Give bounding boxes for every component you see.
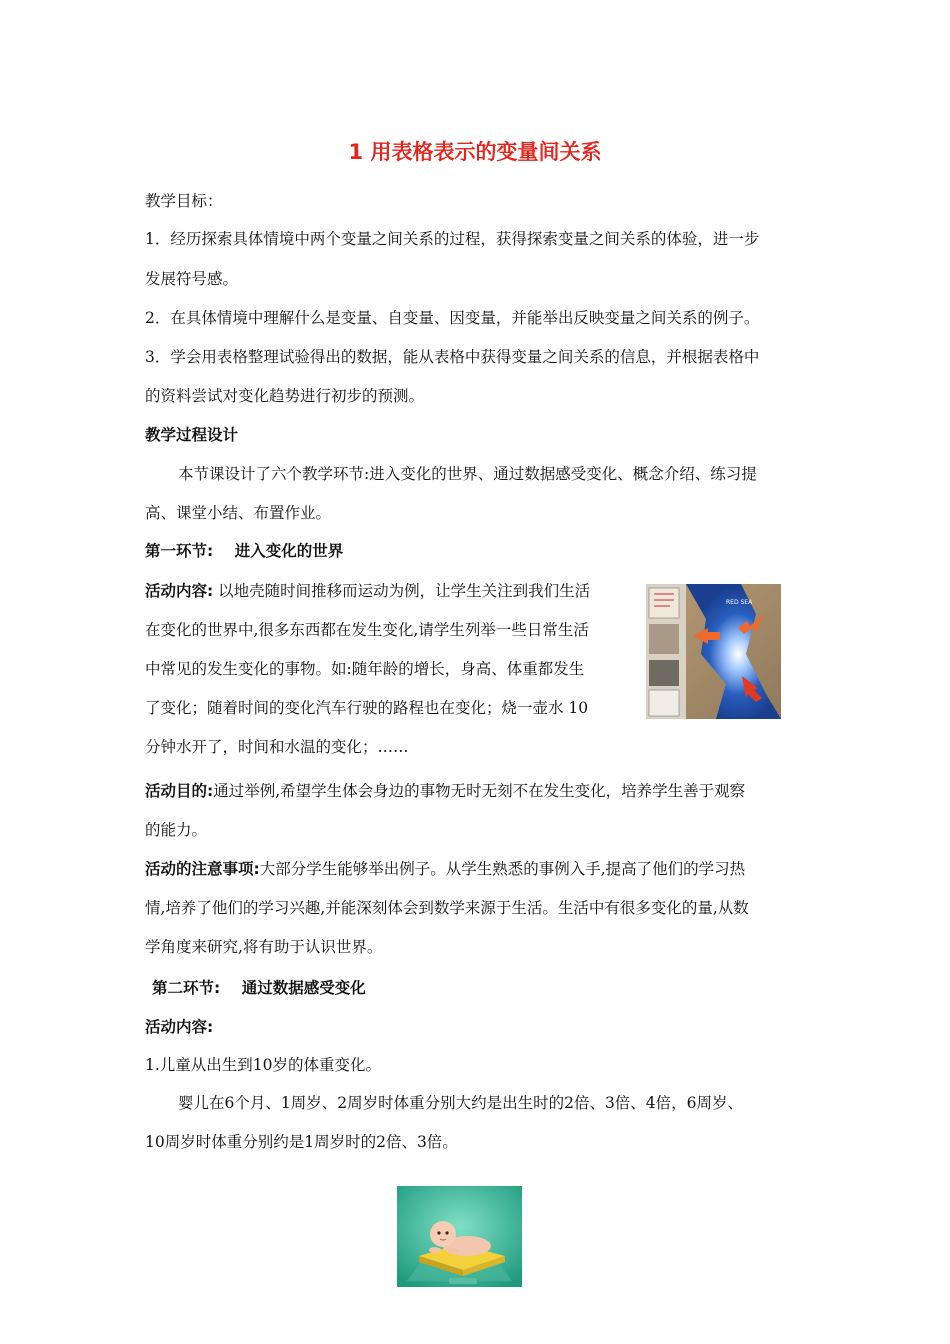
activity-note-line-2: 情,培养了他们的学习兴趣,并能深刻体会到数学来源于生活。生活中有很多变化的量,从数 [145,899,749,917]
activity-note-line-3: 学角度来研究,将有助于认识世界。 [145,938,383,956]
goal-3-line-1: 3．学会用表格整理试验得出的数据，能从表格中获得变量之间关系的信息，并根据表格中 [145,348,760,366]
activity-note-label: 活动的注意事项: [145,860,260,878]
baby-image [397,1186,522,1287]
section-2-heading: 第二环节: 通过数据感受变化 [152,979,366,997]
activity-goal-line-2: 的能力。 [145,821,208,839]
section-1-content-line-4: 了变化；随着时间的变化汽车行驶的路程也在变化；烧一壶水 10 [145,699,589,717]
goal-1-line-1: 1．经历探索具体情境中两个变量之间关系的过程，获得探索变量之间关系的体验，进一步 [145,230,760,248]
activity-goal-text: 通过举例,希望学生体会身边的事物无时无刻不在发生变化，培养学生善于观察 [213,782,746,800]
goal-2: 2．在具体情境中理解什么是变量、自变量、因变量，并能举出反映变量之间关系的例子。 [145,309,760,327]
intro-line-1: 本节课设计了六个教学环节:进入变化的世界、通过数据感受变化、概念介绍、练习提 [178,465,757,483]
section-1-content-line-5: 分钟水开了，时间和水温的变化；…… [145,738,409,756]
activity-note-text: 大部分学生能够举出例子。从学生熟悉的事例入手,提高了他们的学习热 [259,860,746,878]
section-2-para-line-1: 婴儿在6个月、1周岁、2周岁时体重分别大约是出生时的2倍、3倍、4倍，6周岁、 [178,1094,744,1112]
goal-3-line-2: 的资料尝试对变化趋势进行初步的预测。 [145,387,425,405]
section-1-heading: 第一环节: 进入变化的世界 [145,542,344,560]
section-2-item-1: 1.儿童从出生到10岁的体重变化。 [145,1056,382,1074]
intro-line-2: 高、课堂小结、布置作业。 [145,504,332,522]
process-heading: 教学过程设计 [145,426,239,444]
map-label: RED SEA [726,599,753,606]
activity-content-text: 以地壳随时间推移而运动为例，让学生关注到我们生活 [213,582,591,600]
section-1-content-line-1 [145,580,590,602]
document-title: 1 用表格表示的变量间关系 [348,140,602,164]
goals-heading: 教学目标： [145,192,223,210]
activity-note-line-1 [145,858,745,880]
section-1-content-line-3: 中常见的发生变化的事物。如:随年龄的增长，身高、体重都发生 [145,660,585,678]
activity-goal-line-1 [145,780,745,802]
section-1-content-line-2: 在变化的世界中,很多东西都在发生变化,请学生列举一些日常生活 [145,621,589,639]
section-2-content-label: 活动内容: [145,1018,214,1036]
goal-1-line-2: 发展符号感。 [145,270,239,288]
activity-goal-label: 活动目的: [145,782,214,800]
section-2-para-line-2: 10周岁时体重分别约是1周岁时的2倍、3倍。 [145,1133,458,1151]
activity-content-label: 活动内容: [145,582,214,600]
crust-movement-image [646,584,781,719]
